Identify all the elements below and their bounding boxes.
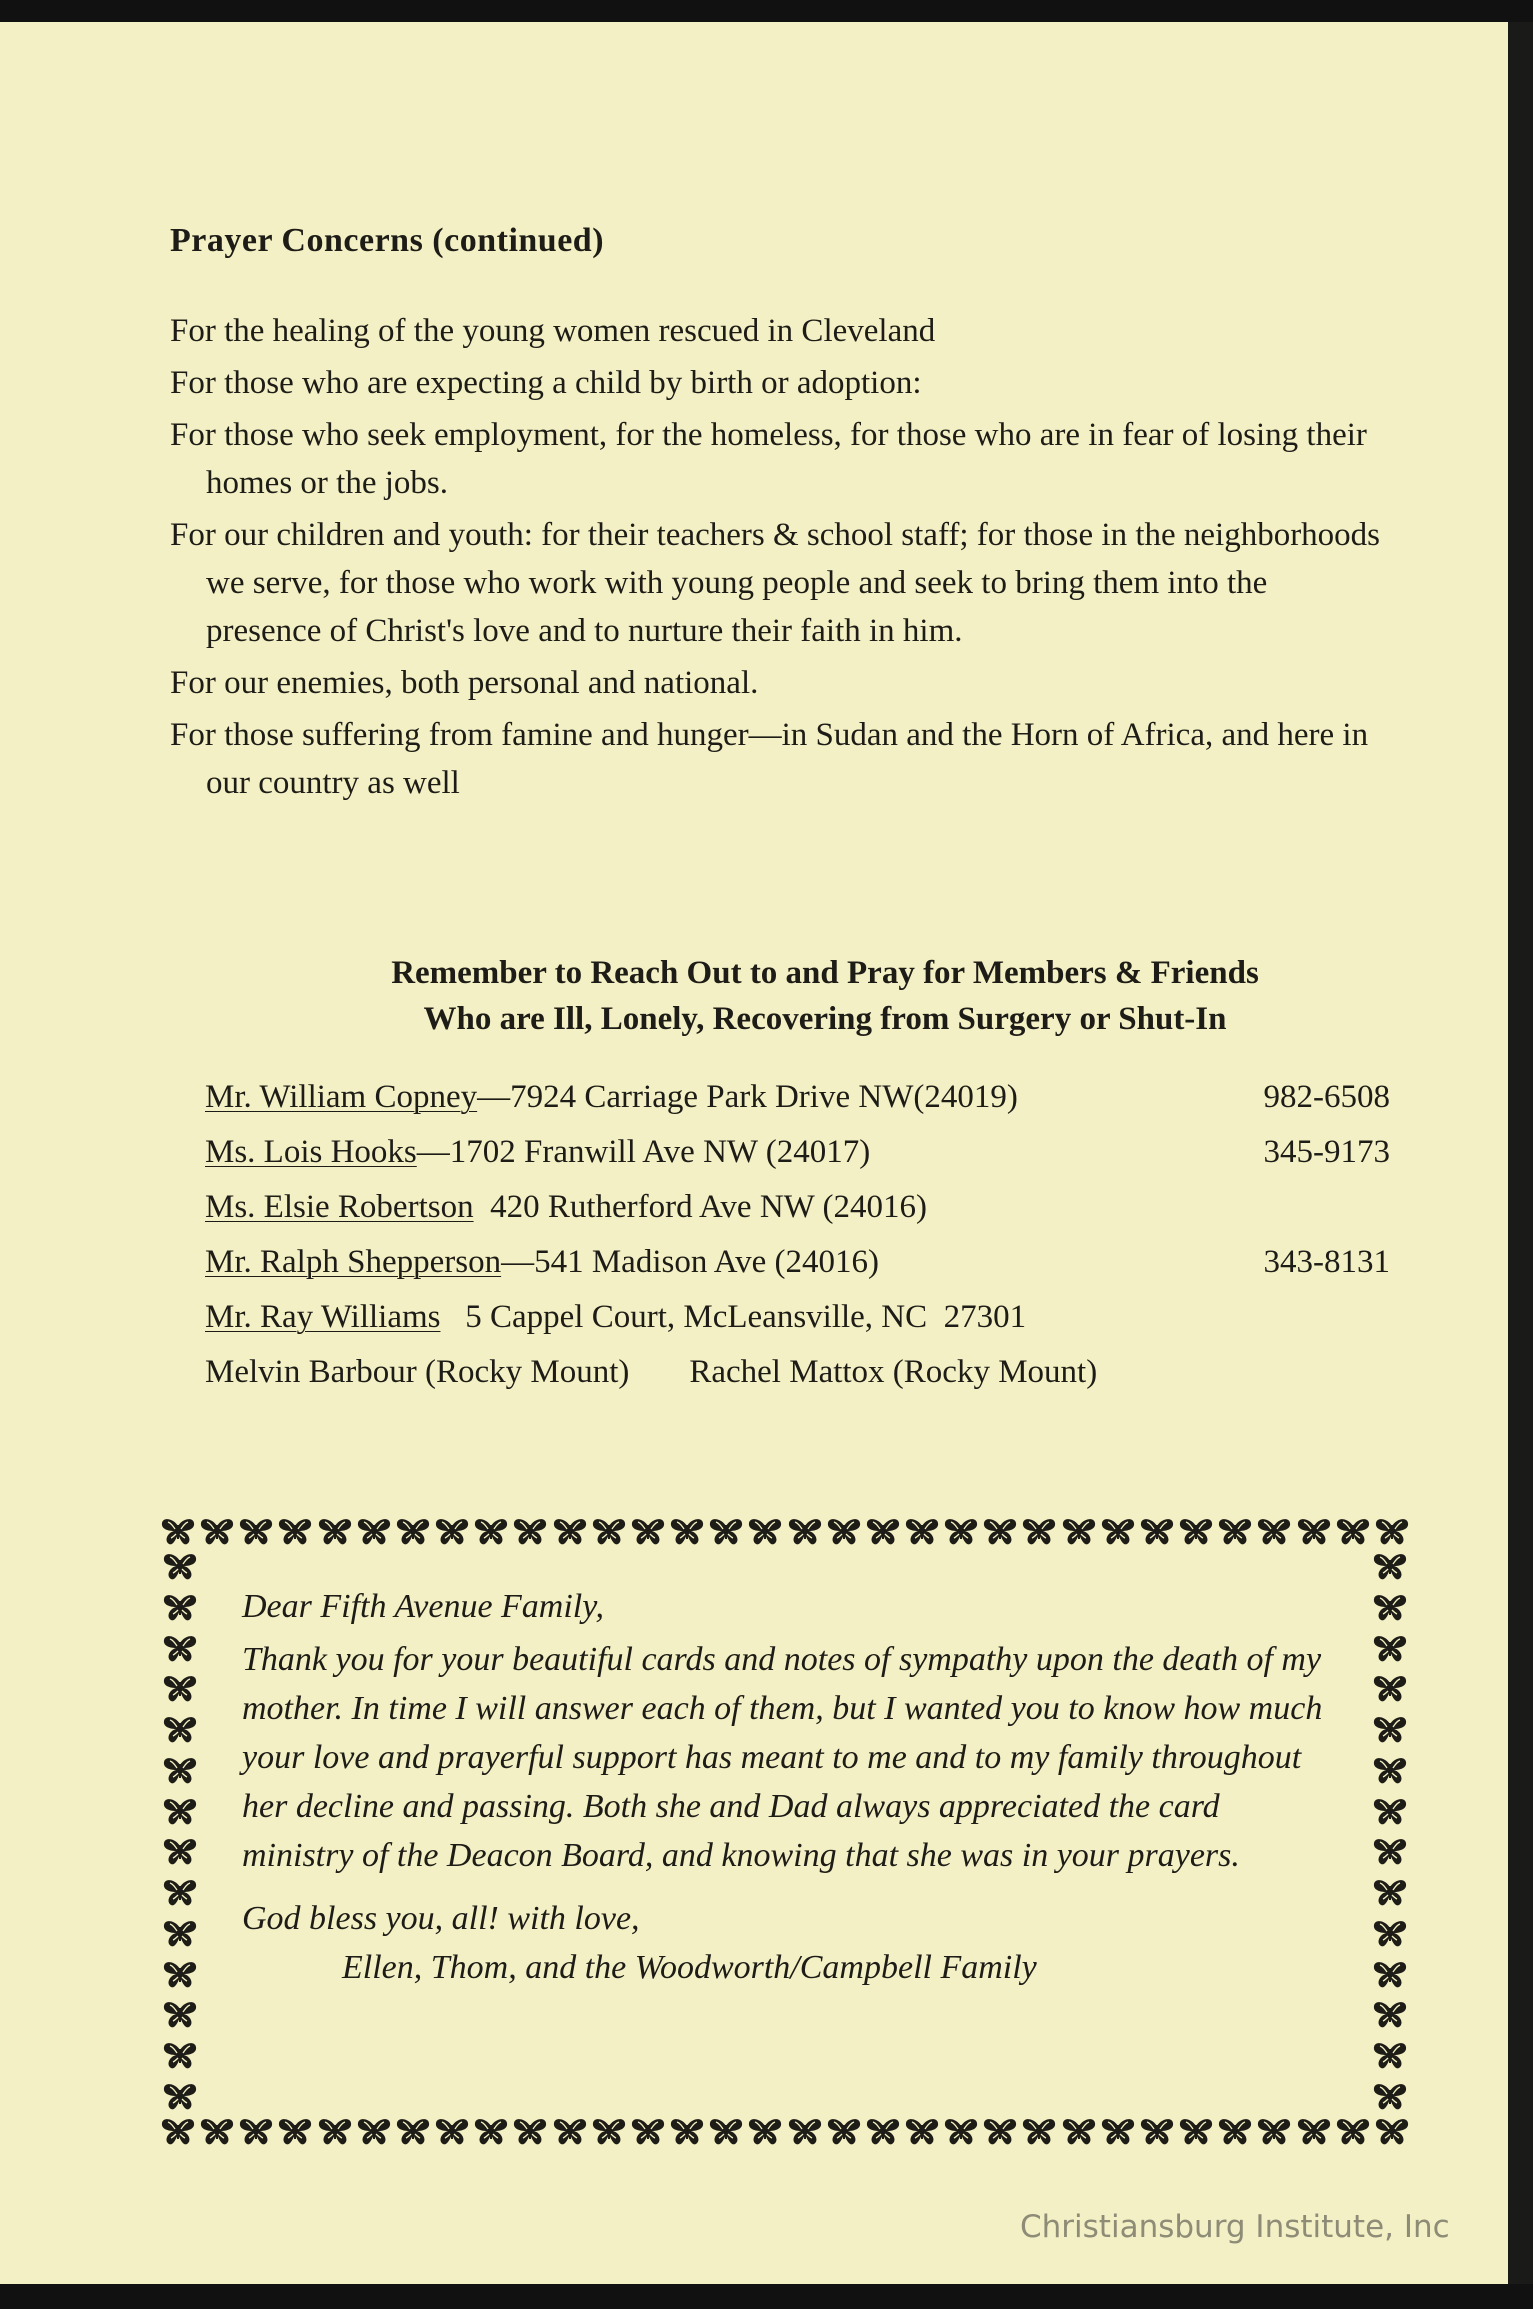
member-address: —541 Madison Ave (24016) <box>501 1244 880 1280</box>
butterfly-icon <box>162 2000 198 2030</box>
butterfly-icon <box>826 2117 862 2147</box>
butterfly-border-top <box>160 1512 1410 1552</box>
butterfly-icon <box>162 2041 198 2071</box>
butterfly-icon <box>1372 2082 1408 2112</box>
letter-salutation: Dear Fifth Avenue Family, <box>242 1588 604 1625</box>
member-name: Ms. Elsie Robertson <box>205 1189 474 1225</box>
butterfly-icon <box>982 1517 1018 1547</box>
butterfly-icon <box>1296 2117 1332 2147</box>
member-row <box>205 1292 1390 1347</box>
butterfly-icon <box>162 1756 198 1786</box>
butterfly-icon <box>591 2117 627 2147</box>
butterfly-icon <box>787 1517 823 1547</box>
butterfly-icon <box>1372 2000 1408 2030</box>
butterfly-icon <box>1021 1517 1057 1547</box>
butterfly-icon <box>826 1517 862 1547</box>
butterfly-icon <box>434 1517 470 1547</box>
member-row <box>205 1182 1390 1237</box>
member-phone: 345-9173 <box>1263 1134 1390 1170</box>
member-name: Mr. Ralph Shepperson <box>205 1244 502 1280</box>
butterfly-icon <box>473 1517 509 1547</box>
prayer-concerns-list <box>170 307 1390 811</box>
butterfly-icon <box>317 2117 353 2147</box>
bulletin-page <box>0 22 1508 2284</box>
butterfly-icon <box>1335 2117 1371 2147</box>
butterfly-icon <box>1296 1517 1332 1547</box>
butterfly-border-left <box>160 1552 200 2112</box>
member-address: —7924 Carriage Park Drive NW(24019) <box>477 1079 1018 1115</box>
butterfly-icon <box>512 2117 548 2147</box>
member-name: Rachel Mattox (Rocky Mount) <box>689 1354 1098 1390</box>
member-address: —1702 Franwill Ave NW (24017) <box>416 1134 871 1170</box>
butterfly-icon <box>512 1517 548 1547</box>
member-name: Ms. Lois Hooks <box>205 1134 417 1170</box>
butterfly-icon <box>669 2117 705 2147</box>
butterfly-border-bottom <box>160 2112 1410 2152</box>
remember-heading-line: Who are Ill, Lonely, Recovering from Surgery or Shut-In <box>423 1001 1227 1037</box>
butterfly-icon <box>162 1919 198 1949</box>
butterfly-icon <box>1372 1756 1408 1786</box>
butterfly-icon <box>865 2117 901 2147</box>
butterfly-icon <box>356 2117 392 2147</box>
butterfly-icon <box>162 1634 198 1664</box>
member-name: Mr. Ray Williams <box>205 1299 441 1335</box>
member-list <box>205 1072 1390 1402</box>
member-address: 420 Rutherford Ave NW (24016) <box>473 1189 927 1225</box>
butterfly-icon <box>747 1517 783 1547</box>
remember-heading <box>160 950 1490 1042</box>
butterfly-icon <box>162 2082 198 2112</box>
butterfly-icon <box>162 1552 198 1582</box>
butterfly-icon <box>238 2117 274 2147</box>
member-address: 5 Cappel Court, McLeansville, NC 27301 <box>440 1299 1027 1335</box>
butterfly-icon <box>787 2117 823 2147</box>
butterfly-icon <box>1061 2117 1097 2147</box>
thank-you-letter <box>242 1582 1332 1992</box>
member-row <box>205 1072 1390 1127</box>
butterfly-icon <box>747 2117 783 2147</box>
butterfly-icon <box>162 1715 198 1745</box>
butterfly-icon <box>1256 1517 1292 1547</box>
member-row <box>205 1127 1390 1182</box>
butterfly-icon <box>1374 1517 1410 1547</box>
butterfly-icon <box>708 2117 744 2147</box>
member-phone: 343-8131 <box>1263 1244 1390 1280</box>
remember-heading-line: Remember to Reach Out to and Pray for Members & Friends <box>391 955 1259 991</box>
butterfly-icon <box>277 2117 313 2147</box>
letter-signoff: Ellen, Thom, and the Woodworth/Campbell Family <box>342 1949 1037 1986</box>
butterfly-icon <box>1217 1517 1253 1547</box>
butterfly-icon <box>162 1837 198 1867</box>
butterfly-icon <box>1139 2117 1175 2147</box>
butterfly-icon <box>395 1517 431 1547</box>
butterfly-icon <box>708 1517 744 1547</box>
butterfly-icon <box>904 1517 940 1547</box>
butterfly-icon <box>199 1517 235 1547</box>
butterfly-icon <box>1139 1517 1175 1547</box>
member-row-rocky-mount <box>205 1347 1390 1402</box>
concern-item: For our enemies, both personal and national. <box>170 665 759 701</box>
butterfly-icon <box>1372 1797 1408 1827</box>
butterfly-icon <box>160 1517 196 1547</box>
concern-item: For those suffering from famine and hunger—in Sudan and the Horn of Africa, and here in our country as well <box>170 717 1369 801</box>
letter-closing: God bless you, all! with love, <box>242 1900 640 1937</box>
butterfly-icon <box>317 1517 353 1547</box>
watermark: Christiansburg Institute, Inc <box>1020 2209 1450 2245</box>
member-name: Melvin Barbour (Rocky Mount) <box>205 1354 630 1390</box>
butterfly-icon <box>904 2117 940 2147</box>
butterfly-icon <box>552 2117 588 2147</box>
letter-body: Thank you for your beautiful cards and notes of sympathy upon the death of my mother. In time I will answer each of them, but I wanted you to know how much your love and prayerful support has meant to me and to my family throughout her decline and passing. Both she and Dad always appreciated the card ministry of the Deacon Board, and knowing that she was in your prayers. <box>242 1641 1323 1874</box>
butterfly-icon <box>943 2117 979 2147</box>
butterfly-icon <box>630 2117 666 2147</box>
butterfly-icon <box>199 2117 235 2147</box>
concern-item: For those who seek employment, for the homeless, for those who are in fear of losing their homes or the jobs. <box>170 417 1367 501</box>
butterfly-icon <box>1372 1634 1408 1664</box>
butterfly-icon <box>160 2117 196 2147</box>
thank-you-letter-box <box>160 1512 1410 2152</box>
butterfly-icon <box>1372 1919 1408 1949</box>
butterfly-icon <box>1372 1593 1408 1623</box>
butterfly-icon <box>1100 1517 1136 1547</box>
butterfly-icon <box>395 2117 431 2147</box>
butterfly-icon <box>1372 1837 1408 1867</box>
butterfly-icon <box>1372 2041 1408 2071</box>
butterfly-icon <box>1256 2117 1292 2147</box>
butterfly-icon <box>473 2117 509 2147</box>
butterfly-icon <box>865 1517 901 1547</box>
butterfly-icon <box>434 2117 470 2147</box>
butterfly-icon <box>162 1797 198 1827</box>
concern-item: For those who are expecting a child by birth or adoption: <box>170 365 922 401</box>
concern-item: For the healing of the young women rescued in Cleveland <box>170 313 936 349</box>
butterfly-icon <box>162 1960 198 1990</box>
butterfly-icon <box>943 1517 979 1547</box>
butterfly-icon <box>1372 1715 1408 1745</box>
butterfly-icon <box>1178 2117 1214 2147</box>
butterfly-icon <box>982 2117 1018 2147</box>
butterfly-icon <box>591 1517 627 1547</box>
butterfly-icon <box>669 1517 705 1547</box>
butterfly-icon <box>277 1517 313 1547</box>
concern-item: For our children and youth: for their teachers & school staff; for those in the neighborhoods we serve, for those who work with young people and seek to bring them into the presence of Christ's love and to nurture their faith in him. <box>170 517 1381 649</box>
butterfly-icon <box>1335 1517 1371 1547</box>
butterfly-icon <box>1100 2117 1136 2147</box>
member-row <box>205 1237 1390 1292</box>
butterfly-icon <box>1021 2117 1057 2147</box>
butterfly-icon <box>162 1674 198 1704</box>
scan-edge <box>1508 22 1533 2284</box>
butterfly-icon <box>1061 1517 1097 1547</box>
butterfly-icon <box>1372 1878 1408 1908</box>
butterfly-icon <box>1372 1674 1408 1704</box>
prayer-concerns-title: Prayer Concerns (continued) <box>170 222 605 259</box>
butterfly-icon <box>1374 2117 1410 2147</box>
butterfly-icon <box>552 1517 588 1547</box>
butterfly-icon <box>1178 1517 1214 1547</box>
butterfly-icon <box>238 1517 274 1547</box>
butterfly-icon <box>1217 2117 1253 2147</box>
butterfly-icon <box>630 1517 666 1547</box>
butterfly-icon <box>162 1593 198 1623</box>
butterfly-icon <box>1372 1960 1408 1990</box>
butterfly-icon <box>162 1878 198 1908</box>
butterfly-icon <box>1372 1552 1408 1582</box>
member-name: Mr. William Copney <box>205 1079 478 1115</box>
member-phone: 982-6508 <box>1263 1079 1390 1115</box>
butterfly-border-right <box>1370 1552 1410 2112</box>
butterfly-icon <box>356 1517 392 1547</box>
